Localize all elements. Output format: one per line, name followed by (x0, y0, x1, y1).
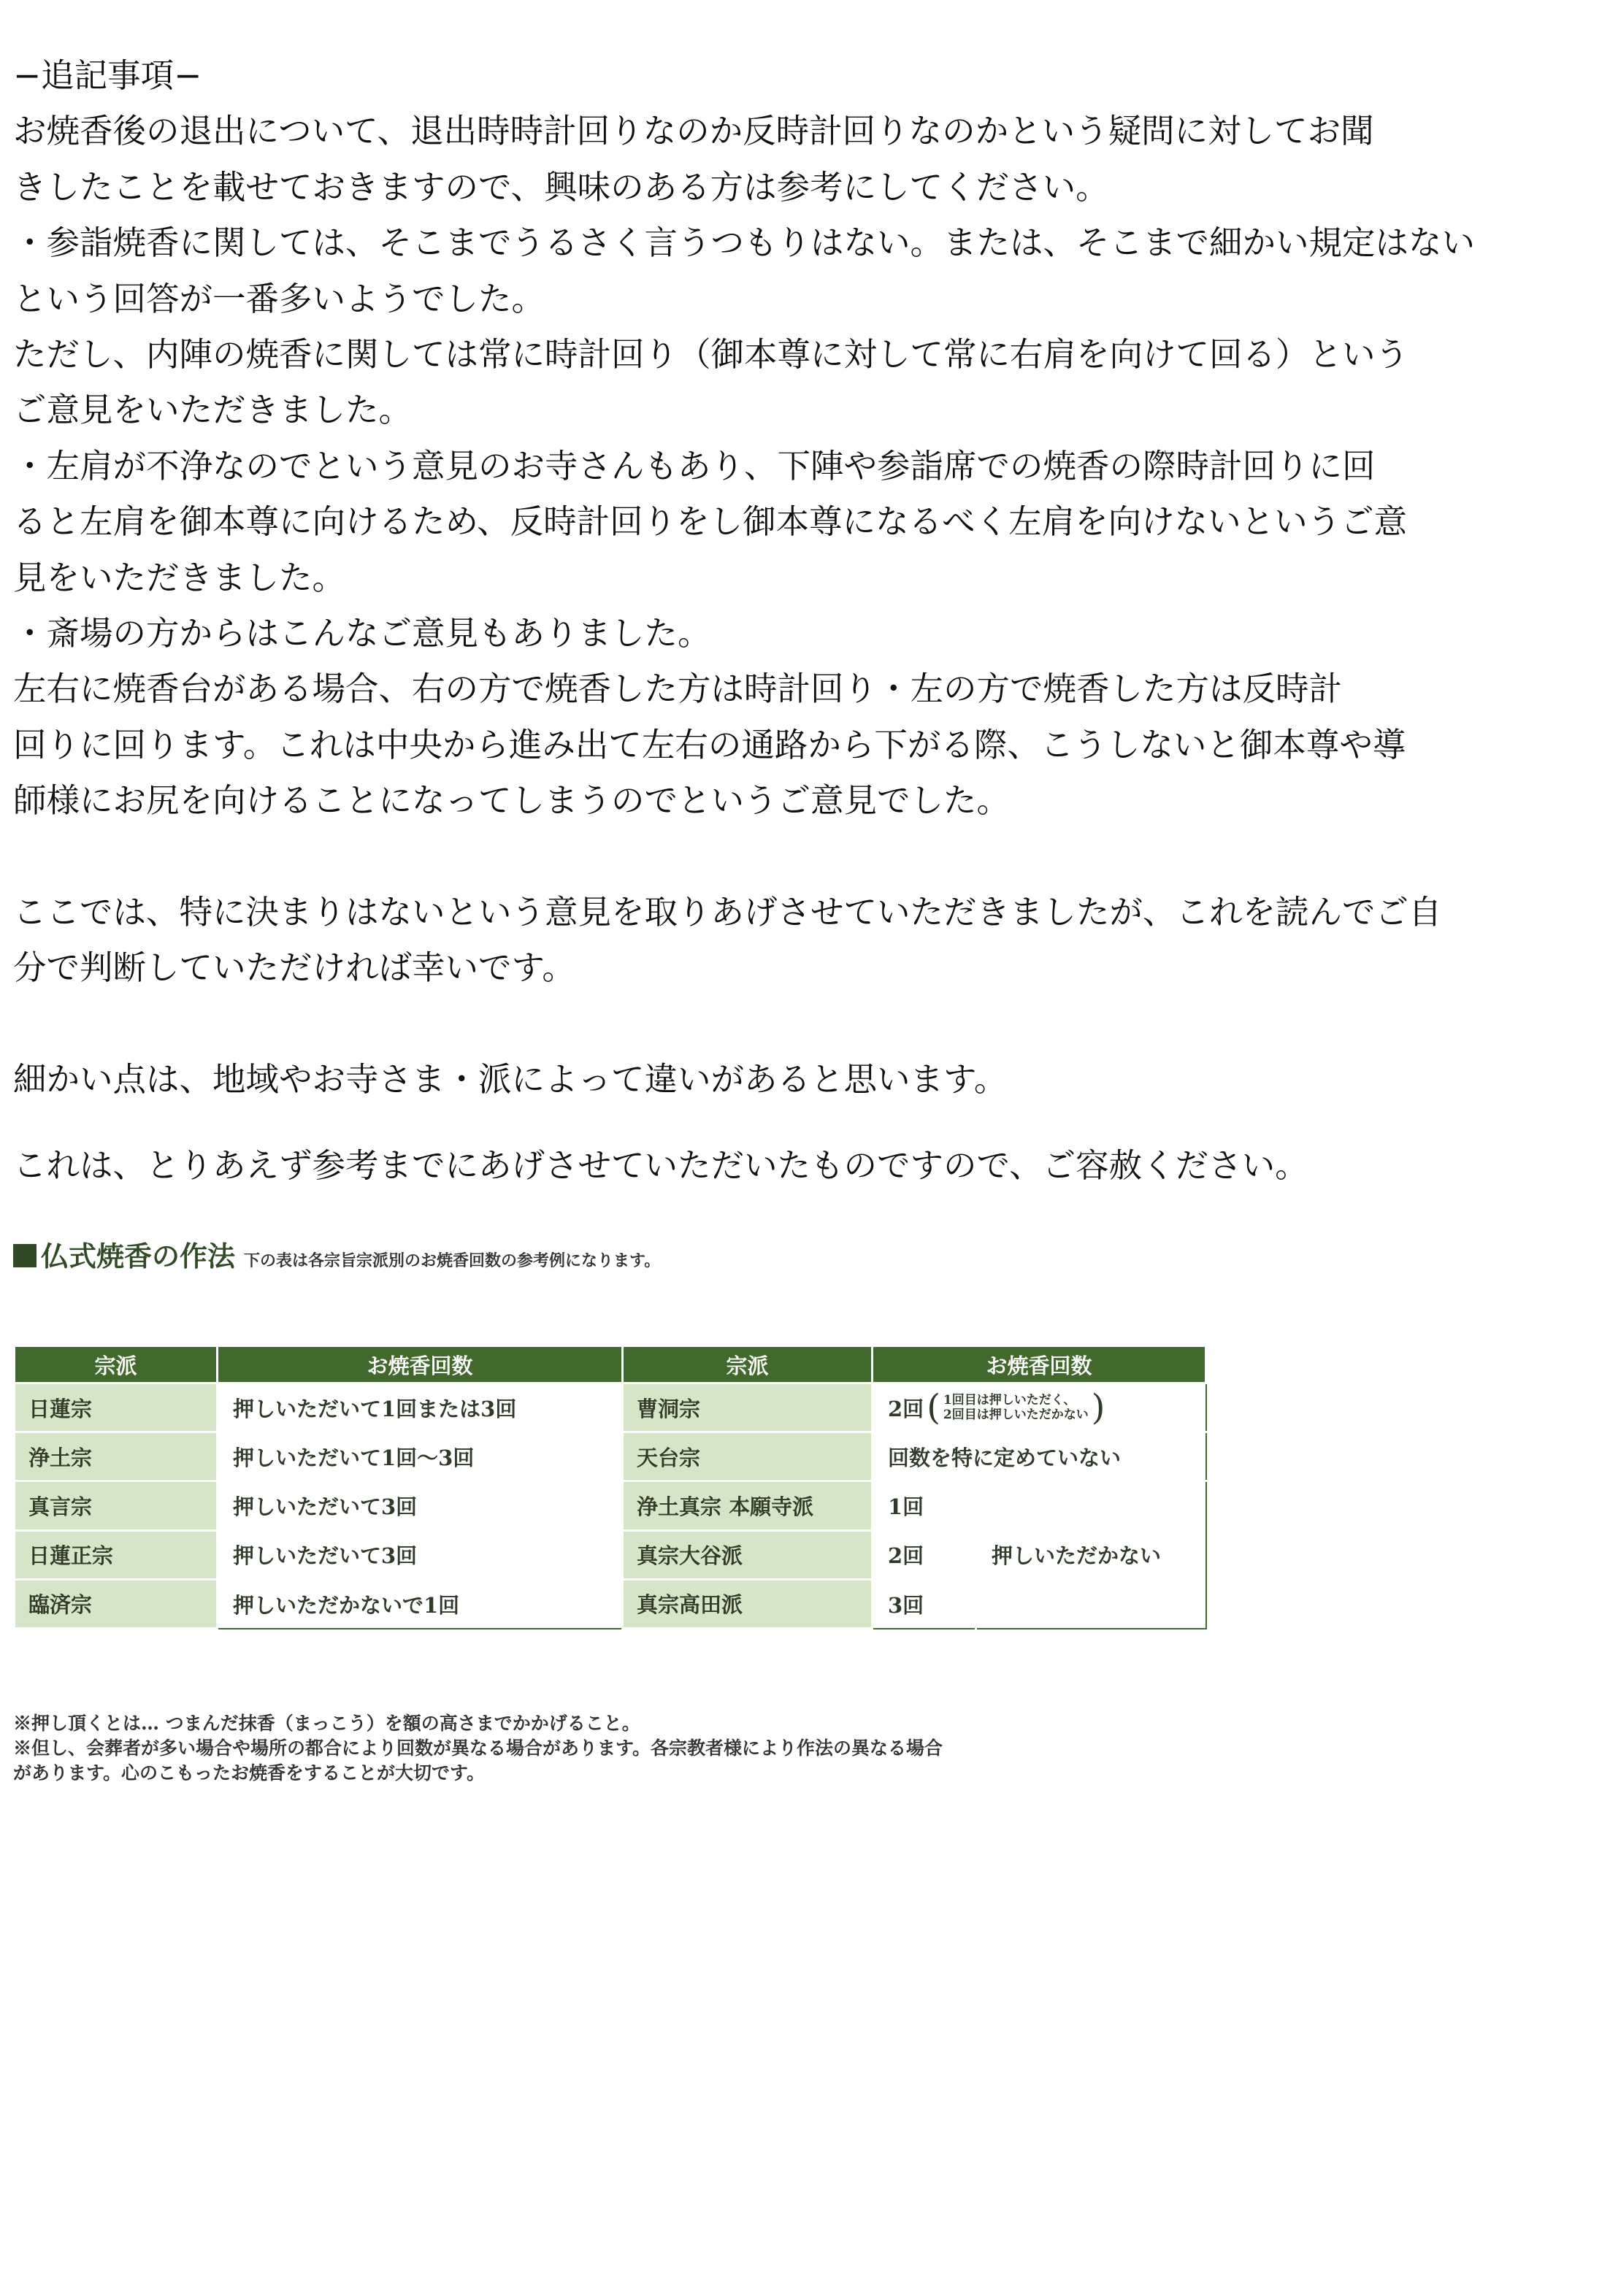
notes-line: 左右に焼香台がある場合、右の方で焼香した方は時計回り・左の方で焼香した方は反時計 (13, 669, 1343, 709)
incense-manner-header (13, 1234, 1211, 1274)
column-header-count: お焼香回数 (218, 1346, 623, 1383)
closing-line: これは、とりあえず参考までにあげさせていただいたものですので、ご容赦ください。 (13, 1145, 1308, 1185)
count-cell: 押しいただいて3回 (218, 1481, 623, 1530)
count-cell: 2回 (873, 1530, 976, 1579)
close-paren-glyph: ) (1091, 1387, 1105, 1429)
notes-line: きしたことを載せておきますので、興味のある方は参考にしてください。 (13, 167, 1109, 207)
column-header-sect: 宗派 (15, 1346, 218, 1383)
footnote-line: ※但し、会葬者が多い場合や場所の都合により回数が異なる場合があります。各宗教者様により作法の異なる場合 (13, 1738, 943, 1759)
count-value: 2回 (888, 1396, 924, 1421)
open-paren-glyph: ( (927, 1387, 940, 1429)
count-cell: 3回 (873, 1579, 976, 1628)
notes-heading: −追記事項− (13, 56, 202, 95)
sect-incense-table (13, 1345, 1207, 1629)
table-row (15, 1383, 1206, 1432)
sect-name-cell: 臨済宗 (15, 1579, 218, 1628)
sect-name-cell: 日蓮宗 (15, 1383, 218, 1432)
soto-note-line: 2回目は押しいただかない (943, 1408, 1089, 1423)
count-cell: 押しいただいて1回〜3回 (218, 1432, 623, 1481)
detail-line: 細かい点は、地域やお寺さま・派によって違いがあると思います。 (13, 1059, 1008, 1099)
notes-line: ると左肩を御本尊に向けるため、反時計回りをし御本尊になるべく左肩を向けないというご意 (13, 502, 1408, 542)
table-header-row (15, 1346, 1206, 1383)
sect-name-cell: 真宗大谷派 (623, 1530, 873, 1579)
count-cell: 回数を特に定めていない (873, 1432, 1206, 1481)
count-cell: 1回 (873, 1481, 976, 1530)
table-row (15, 1432, 1206, 1481)
no-press-cell: 押しいただかない (976, 1481, 1206, 1629)
sect-name-cell: 真宗高田派 (623, 1579, 873, 1628)
notes-line: 回りに回ります。これは中央から進み出て左右の通路から下がる際、こうしないと御本尊や導 (13, 725, 1406, 764)
footnote-line: ※押し頂くとは… つまんだ抹香（まっこう）を額の高さまでかかげること。 (13, 1713, 640, 1734)
notes-line: お焼香後の退出について、退出時時計回りなのか反時計回りなのかという疑問に対してお聞 (13, 112, 1374, 151)
footnote-line: があります。心のこもったお焼香をすることが大切です。 (13, 1762, 486, 1784)
sect-name-cell: 浄土宗 (15, 1432, 218, 1481)
notes-line: という回答が一番多いようでした。 (13, 279, 545, 318)
manner-subtitle: 下の表は各宗旨宗派別のお焼香回数の参考例になります。 (244, 1251, 661, 1270)
manner-title-row (13, 1234, 1211, 1274)
notes-line: ご意見をいただきました。 (13, 391, 413, 430)
square-bullet-icon (13, 1244, 37, 1267)
sect-name-cell: 天台宗 (623, 1432, 873, 1481)
column-header-count: お焼香回数 (873, 1346, 1206, 1383)
notes-line: ・斎場の方からはこんなご意見もありました。 (13, 614, 711, 653)
footnotes (13, 1711, 1211, 1786)
manner-title: 仏式焼香の作法 (41, 1240, 236, 1272)
sect-name-cell: 曹洞宗 (623, 1383, 873, 1432)
soto-note (943, 1393, 1089, 1422)
count-cell-with-note (873, 1383, 1206, 1432)
summary-line: 分で判断していただければ幸いです。 (13, 948, 575, 988)
count-cell: 押しいただいて3回 (218, 1530, 623, 1579)
sect-name-cell: 真言宗 (15, 1481, 218, 1530)
count-with-note (888, 1387, 1108, 1429)
notes-line: ただし、内陣の焼香に関しては常に時計回り（御本尊に対して常に右肩を向けて回る）という (13, 335, 1409, 375)
notes-line: ・参詣焼香に関しては、そこまでうるさく言うつもりはない。または、そこまで細かい規定はない (13, 223, 1476, 263)
column-header-sect: 宗派 (623, 1346, 873, 1383)
soto-note-line: 1回目は押しいただく、 (943, 1393, 1076, 1408)
notes-line: 見をいただきました。 (13, 558, 346, 597)
sect-name-cell: 日蓮正宗 (15, 1530, 218, 1579)
sect-name-cell: 浄土真宗 本願寺派 (623, 1481, 873, 1530)
notes-line: 師様にお尻を向けることになってしまうのでというご意見でした。 (13, 781, 1011, 821)
count-cell: 押しいただかないで1回 (218, 1579, 623, 1628)
notes-line: ・左肩が不浄なのでという意見のお寺さんもあり、下陣や参詣席での焼香の際時計回りに回 (13, 446, 1376, 485)
table-row (15, 1481, 1206, 1530)
count-cell: 押しいただいて1回または3回 (218, 1383, 623, 1432)
summary-line: ここでは、特に決まりはないという意見を取りあげさせていただきましたが、これを読んでご自 (13, 892, 1442, 932)
notes-section (13, 48, 1605, 1194)
